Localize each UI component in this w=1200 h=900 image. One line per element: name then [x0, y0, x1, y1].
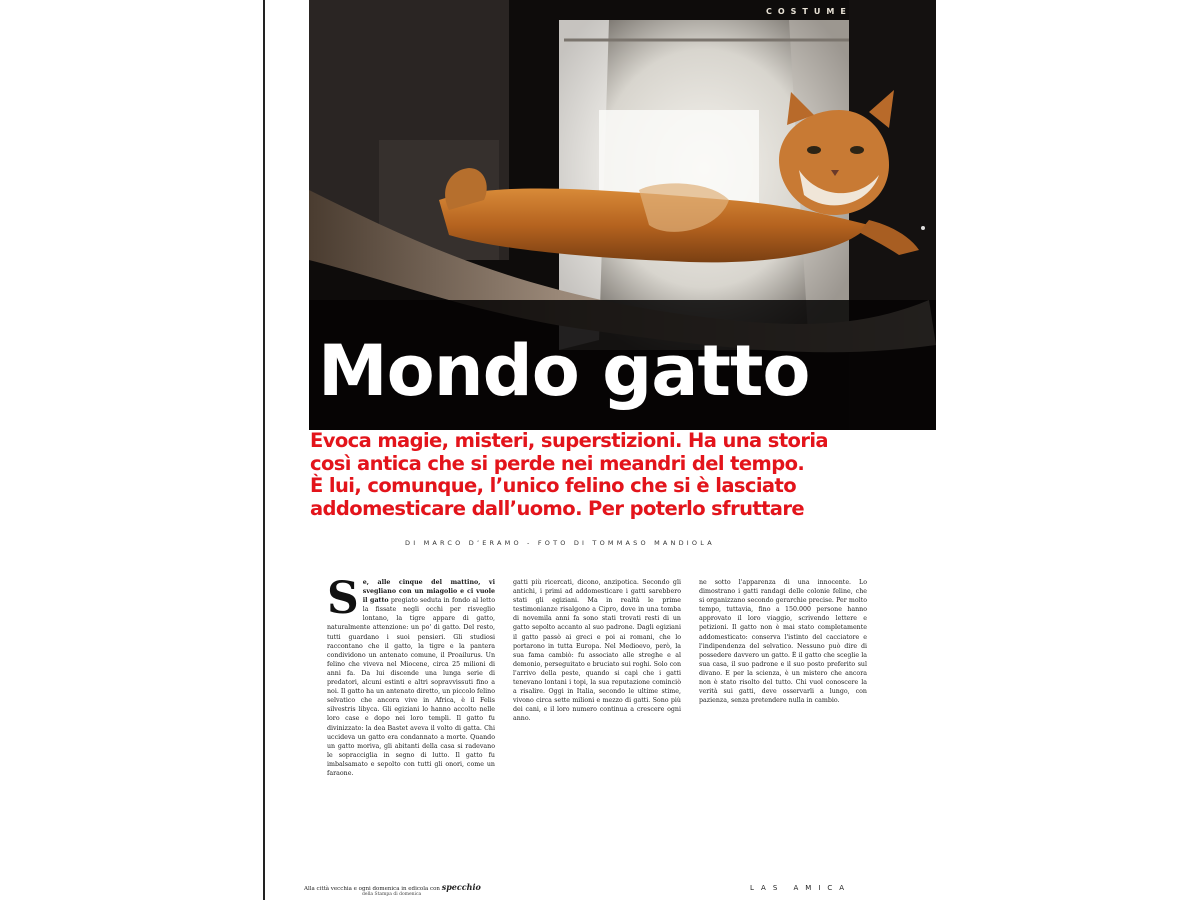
footer-promo-sub: della Stampa di domenica — [362, 892, 422, 897]
column-text: gatti più ricercati, dicono, anzipotica. Secondo gli antichi, i primi ad addomesticare i gatti sarebbero stati gli egiziani. Ma in realtà le prime testimonianze risalgono a Cipro, dove in una tomba di novemila anni fa sono stati trovati resti di un gatto sepolto accanto al suo padrone. Dagli egiziani il gatto passò ai greci e poi ai romani, che lo portarono in tutta Europa. Nel Medioevo, però, la sua fama cambiò: fu associato alle streghe e al demonio, perseguitato e bruciato sui roghi. Solo con l'arrivo della peste, quando si capì che i gatti tenevano lontani i topi, la sua reputazione cominciò a risalire. Oggi in Italia, secondo le ultime stime, vivono circa sette milioni e mezzo di gatti. Sono più dei cani, e il loro numero continua a crescere ogni anno. — [513, 579, 681, 723]
page-edge — [263, 0, 265, 900]
subhead-line: addomesticare dall’uomo. Per poterlo sfruttare — [310, 496, 805, 520]
footer-promo-text: Alla città vecchia e ogni domenica in edicola con — [304, 886, 440, 892]
article-column-1 — [327, 578, 495, 866]
margin-dot — [921, 226, 925, 230]
subhead — [310, 430, 880, 520]
column-text: pregiato seduta in fondo al letto la fissate negli occhi per risveglio lontano, la tigre appare di gatto, naturalmente attenzione: un po' di gatto. Del resto, tutti guardano i suoi pensieri. Gli studiosi raccontano che il gatto, la tigre e la pantera condividono un antenato comune, il Proailurus. Un felino che viveva nel Miocene, circa 25 milioni di anni fa. Da lui discende una lunga serie di predatori, alcuni estinti e altri sopravvissuti fino a noi. Il gatto ha un antenato diretto, un piccolo felino selvatico che ancora vive in Africa, è il Felis silvestris libyca. Gli egiziani lo hanno accolto nelle loro case e dopo nei loro templi. Il gatto fu divinizzato: la dea Bastet aveva il volto di gatta. Chi uccideva un gatto era condannato a morte. Quando un gatto moriva, gli abitanti della casa si radevano le sopracciglia in segno di lutto. Il gatto fu imbalsamato e sepolto con tutti gli onori, come un faraone. — [327, 597, 495, 777]
section-label: COSTUME — [766, 7, 852, 16]
footer-promo — [304, 882, 481, 897]
article-column-3 — [699, 578, 867, 866]
article-column-2 — [513, 578, 681, 866]
footer-brand: specchio — [441, 882, 481, 892]
subhead-line: così antica che si perde nei meandri del tempo. — [310, 451, 805, 475]
column-text: ne sotto l'apparenza di una innocente. Lo dimostrano i gatti randagi delle colonie feline, che si organizzano secondo gerarchie precise. Per molto tempo, tuttavia, fino a 150.000 persone hanno approvato il loro viaggio, scrivendo lettere e petizioni. Il gatto non è mai stato completamente addomesticato: conserva l'istinto del cacciatore e l'indipendenza del selvatico. Nessuno può dire di possedere davvero un gatto. È il gatto che sceglie la sua casa, il suo padrone e il suo posto preferito sul divano. E per la scienza, è un mistero che ancora non è stato risolto del tutto. Chi vuol conoscere la verità sui gatti, deve osservarli a lungo, con pazienza, senza pretendere nulla in cambio. — [699, 579, 867, 705]
headline: Mondo gatto — [318, 330, 810, 412]
byline: DI MARCO D’ERAMO - FOTO DI TOMMASO MANDIOLA — [405, 539, 715, 547]
lead-text: e, alle cinque del mattino, vi svegliano con un miagolio e ci vuole il gatto — [362, 579, 495, 605]
subhead-line: Evoca magie, misteri, superstizioni. Ha una storia — [310, 429, 828, 452]
article-body — [327, 578, 867, 866]
footer-magazine-name: LAS AMICA — [750, 884, 852, 892]
subhead-line: È lui, comunque, l’unico felino che si è lasciato — [310, 474, 797, 497]
dropcap: S — [327, 578, 359, 624]
